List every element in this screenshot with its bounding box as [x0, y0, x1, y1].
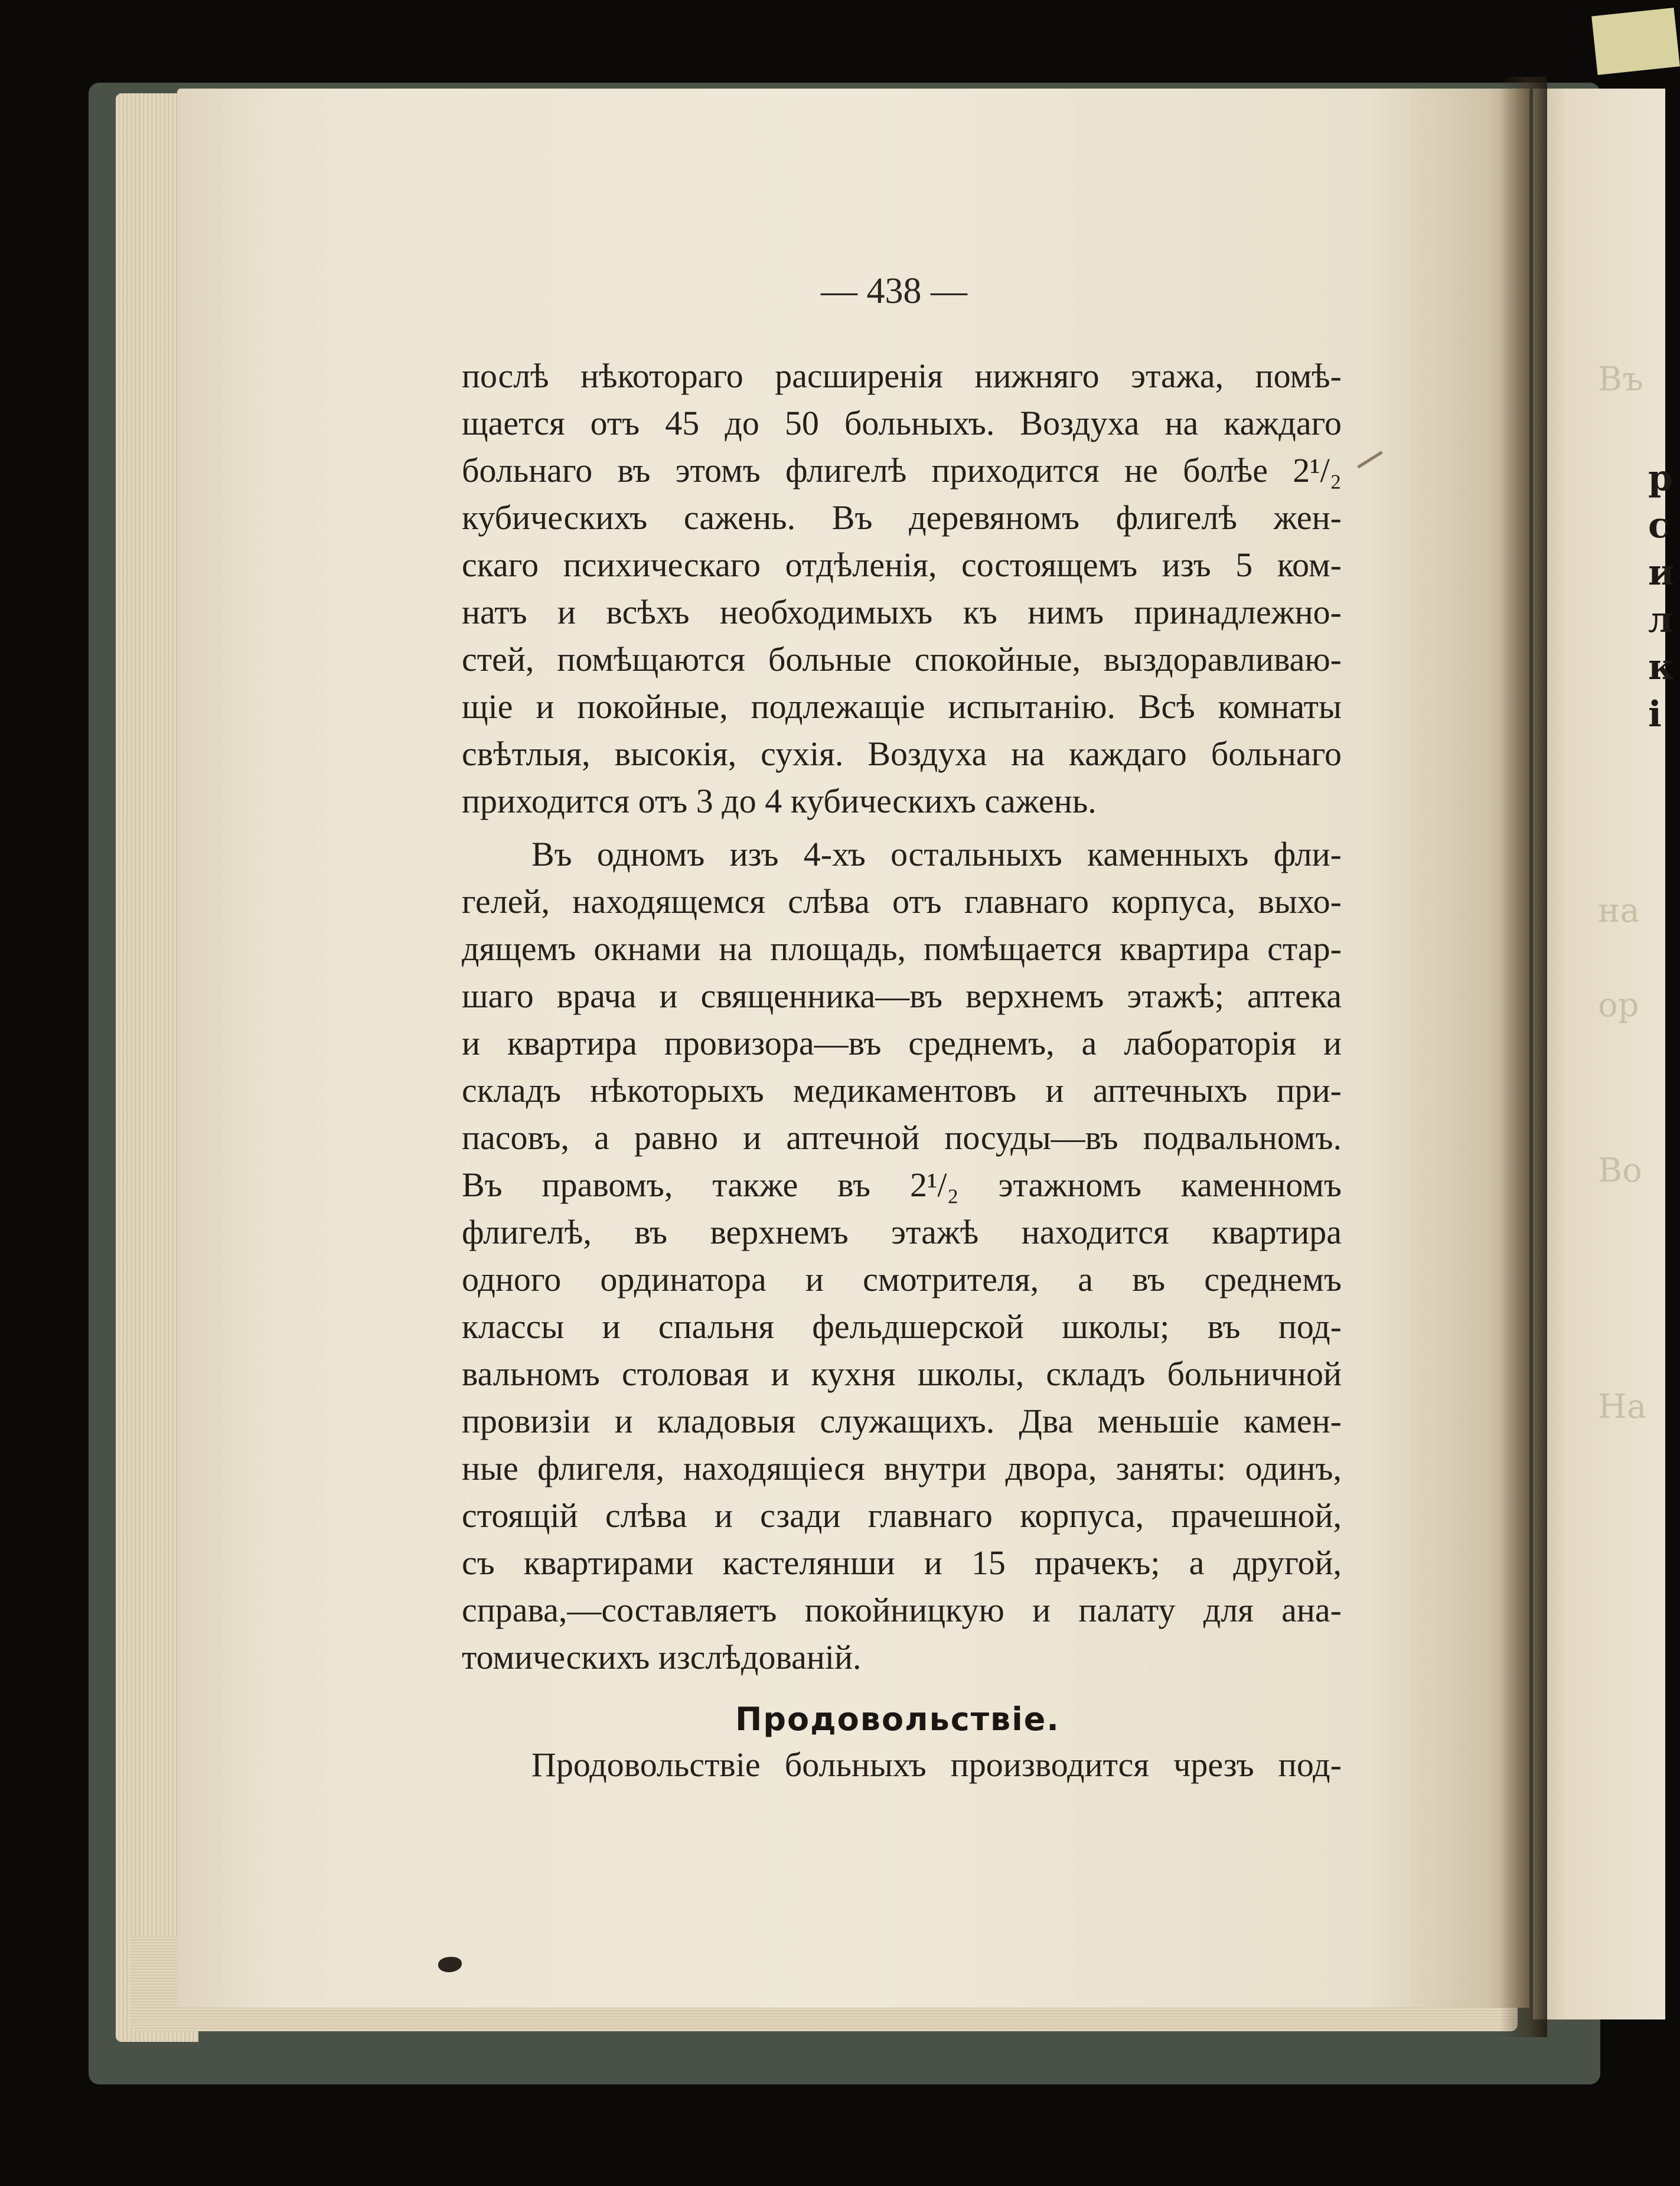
text-line: классы и спальня фельдшерской школы; въ под- — [462, 1307, 1342, 1346]
facing-line-letter: и — [1648, 552, 1675, 593]
text-line: съ квартирами кастелянши и 15 прачекъ; а другой, — [462, 1544, 1342, 1582]
facing-page-bleed: Во — [1598, 1151, 1642, 1190]
text-line: ные флигеля, находящіеся внутри двора, заняты: одинъ, — [462, 1449, 1342, 1487]
facing-line-letter: р — [1648, 458, 1673, 499]
section-heading: Продовольствіе. — [735, 1701, 1060, 1738]
text-line: скаго психическаго отдѣленія, состоящемъ изъ 5 ком- — [462, 546, 1342, 584]
text-line: свѣтлыя, высокія, сухія. Воздуха на каждаго больнаго — [462, 735, 1342, 773]
facing-page — [1533, 89, 1675, 2019]
facing-page-bleed: ор — [1598, 986, 1639, 1025]
text-line: натъ и всѣхъ необходимыхъ къ нимъ принадлежно- — [462, 593, 1342, 631]
text-line: кубическихъ сажень. Въ деревяномъ флигелѣ жен- — [462, 498, 1342, 537]
text-line: больнаго въ этомъ флигелѣ приходится не болѣе 2¹/₂ — [462, 451, 1342, 490]
text-line: Въ правомъ, также въ 2¹/₂ этажномъ каменномъ — [462, 1166, 1342, 1204]
page-number: — 438 — — [821, 271, 967, 311]
text-line: дящемъ окнами на площадь, помѣщается квартира стар- — [462, 929, 1342, 968]
facing-line-letter: к — [1648, 647, 1674, 688]
text-line: складъ нѣкоторыхъ медикаментовъ и аптечныхъ при- — [462, 1071, 1342, 1110]
text-line: Продовольствіе больныхъ производится чрезъ под- — [531, 1745, 1342, 1784]
text-line: провизіи и кладовыя служащихъ. Два меньшіе камен- — [462, 1402, 1342, 1440]
text-line: томическихъ изслѣдованій. — [462, 1638, 862, 1676]
text-line: одного ординатора и смотрителя, а въ среднемъ — [462, 1260, 1342, 1298]
text-line: справа,—составляетъ покойницкую и палату для ана- — [462, 1591, 1342, 1629]
text-line: приходится отъ 3 до 4 кубическихъ сажень. — [462, 782, 1097, 820]
text-line: шаго врача и священника—въ верхнемъ этажѣ; аптека — [462, 977, 1342, 1015]
facing-line-letter: л — [1648, 599, 1674, 641]
text-line: стоящій слѣва и сзади главнаго корпуса, прачешной, — [462, 1496, 1342, 1535]
facing-page-bleed: Въ — [1598, 360, 1643, 399]
bookmark-strip — [1591, 8, 1680, 75]
facing-page-bleed: на — [1598, 892, 1640, 930]
text-line: гелей, находящемся слѣва отъ главнаго корпуса, выхо- — [462, 882, 1342, 921]
text-line: стей, помѣщаются больные спокойные, выздоравливаю- — [462, 640, 1342, 678]
facing-line-letter: і — [1648, 694, 1662, 735]
text-line: вальномъ столовая и кухня школы, складъ больничной — [462, 1355, 1342, 1393]
facing-line-letter: с — [1648, 505, 1670, 546]
text-line: флигелѣ, въ верхнемъ этажѣ находится квартира — [462, 1213, 1342, 1251]
text-line: Въ одномъ изъ 4-хъ остальныхъ каменныхъ фли- — [531, 835, 1342, 873]
text-line: щается отъ 45 до 50 больныхъ. Воздуха на каждаго — [462, 404, 1342, 442]
facing-page-bleed: На — [1598, 1388, 1647, 1426]
gutter-shadow — [1500, 77, 1547, 2037]
text-line: и квартира провизора—въ среднемъ, а лабораторія и — [462, 1024, 1342, 1062]
text-line: щіе и покойные, подлежащіе испытанію. Всѣ комнаты — [462, 687, 1342, 726]
text-line: пасовъ, а равно и аптечной посуды—въ подвальномъ. — [462, 1118, 1342, 1157]
text-line: послѣ нѣкотораго расширенія нижняго этажа, помѣ- — [462, 357, 1342, 395]
